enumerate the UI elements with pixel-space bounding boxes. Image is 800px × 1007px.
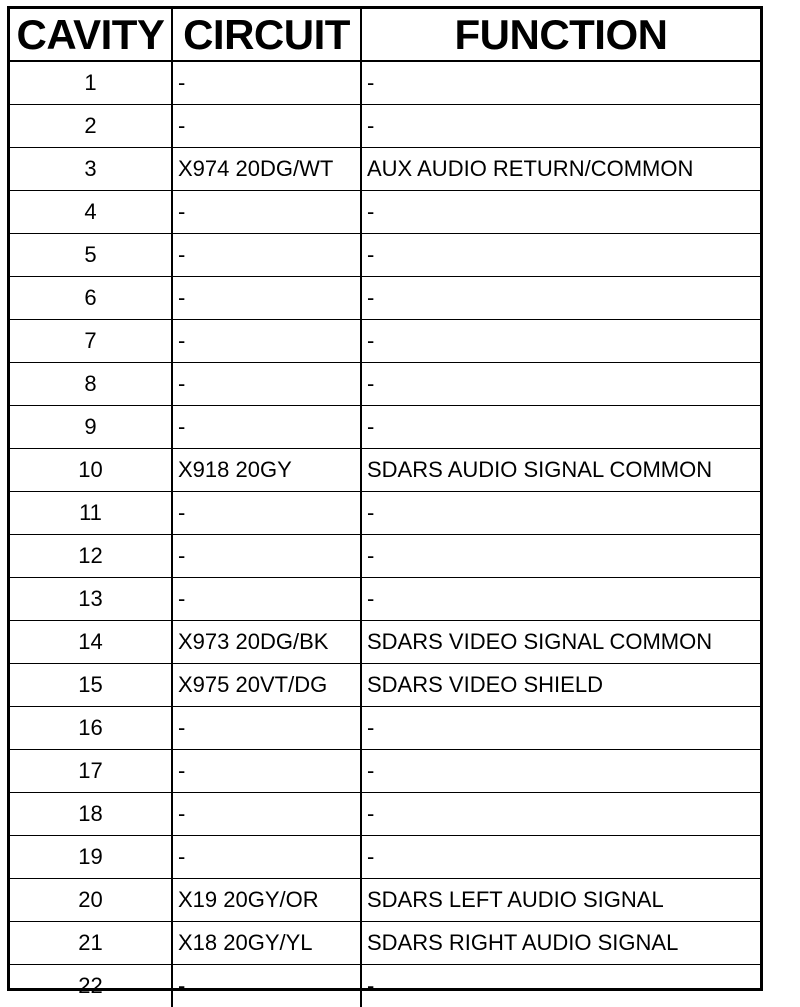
table-row	[10, 406, 760, 449]
cell-function: AUX AUDIO RETURN/COMMON	[361, 148, 760, 191]
cell-function: -	[361, 277, 760, 320]
cell-cavity: 16	[10, 707, 172, 750]
cell-cavity: 11	[10, 492, 172, 535]
cell-function: -	[361, 61, 760, 105]
cell-function: SDARS LEFT AUDIO SIGNAL	[361, 879, 760, 922]
table-row	[10, 234, 760, 277]
cell-cavity: 8	[10, 363, 172, 406]
cell-function: -	[361, 535, 760, 578]
table-row	[10, 707, 760, 750]
cell-circuit: X974 20DG/WT	[172, 148, 361, 191]
cell-circuit: -	[172, 320, 361, 363]
cell-circuit: -	[172, 105, 361, 148]
cell-function: SDARS VIDEO SHIELD	[361, 664, 760, 707]
cell-circuit: -	[172, 793, 361, 836]
table-row	[10, 621, 760, 664]
cell-circuit: -	[172, 277, 361, 320]
cell-cavity: 21	[10, 922, 172, 965]
cell-function: -	[361, 363, 760, 406]
table-row	[10, 449, 760, 492]
table-row	[10, 836, 760, 879]
cell-cavity: 10	[10, 449, 172, 492]
cell-function: -	[361, 406, 760, 449]
cell-cavity: 19	[10, 836, 172, 879]
table-row	[10, 61, 760, 105]
cell-circuit: X975 20VT/DG	[172, 664, 361, 707]
cell-function: -	[361, 750, 760, 793]
cell-circuit: -	[172, 750, 361, 793]
cell-cavity: 2	[10, 105, 172, 148]
cell-circuit: -	[172, 707, 361, 750]
cell-cavity: 17	[10, 750, 172, 793]
cell-circuit: -	[172, 234, 361, 277]
table-row	[10, 965, 760, 1007]
cell-cavity: 4	[10, 191, 172, 234]
table-row	[10, 535, 760, 578]
cell-cavity: 14	[10, 621, 172, 664]
cell-cavity: 13	[10, 578, 172, 621]
table-row	[10, 148, 760, 191]
cell-circuit: X19 20GY/OR	[172, 879, 361, 922]
cell-cavity: 3	[10, 148, 172, 191]
header-cavity: CAVITY	[10, 9, 172, 61]
cell-cavity: 7	[10, 320, 172, 363]
cell-function: -	[361, 234, 760, 277]
cell-cavity: 18	[10, 793, 172, 836]
cell-circuit: -	[172, 965, 361, 1007]
cell-function: -	[361, 191, 760, 234]
connector-pinout-table-frame	[7, 6, 763, 991]
table-row	[10, 492, 760, 535]
cell-circuit: -	[172, 191, 361, 234]
header-row	[10, 9, 760, 61]
cell-function: -	[361, 707, 760, 750]
cell-cavity: 6	[10, 277, 172, 320]
cell-function: -	[361, 492, 760, 535]
header-circuit: CIRCUIT	[172, 9, 361, 61]
table-row	[10, 363, 760, 406]
cell-function: -	[361, 578, 760, 621]
table-row	[10, 191, 760, 234]
table-row	[10, 578, 760, 621]
cell-circuit: -	[172, 363, 361, 406]
cell-circuit: -	[172, 406, 361, 449]
cell-circuit: -	[172, 578, 361, 621]
cell-circuit: -	[172, 535, 361, 578]
cell-cavity: 5	[10, 234, 172, 277]
cell-cavity: 15	[10, 664, 172, 707]
table-row	[10, 750, 760, 793]
table-row	[10, 105, 760, 148]
table-row	[10, 922, 760, 965]
table-row	[10, 320, 760, 363]
connector-pinout-table	[10, 9, 760, 1007]
cell-cavity: 9	[10, 406, 172, 449]
table-body	[10, 61, 760, 1007]
cell-function: SDARS RIGHT AUDIO SIGNAL	[361, 922, 760, 965]
cell-cavity: 22	[10, 965, 172, 1007]
cell-circuit: -	[172, 836, 361, 879]
cell-function: -	[361, 320, 760, 363]
cell-function: -	[361, 793, 760, 836]
table-row	[10, 793, 760, 836]
cell-circuit: X918 20GY	[172, 449, 361, 492]
cell-function: SDARS VIDEO SIGNAL COMMON	[361, 621, 760, 664]
cell-circuit: -	[172, 61, 361, 105]
cell-function: -	[361, 836, 760, 879]
cell-cavity: 20	[10, 879, 172, 922]
cell-cavity: 12	[10, 535, 172, 578]
cell-circuit: X18 20GY/YL	[172, 922, 361, 965]
cell-function: -	[361, 105, 760, 148]
header-function: FUNCTION	[361, 9, 760, 61]
cell-cavity: 1	[10, 61, 172, 105]
table-row	[10, 277, 760, 320]
cell-circuit: -	[172, 492, 361, 535]
table-row	[10, 664, 760, 707]
table-row	[10, 879, 760, 922]
cell-circuit: X973 20DG/BK	[172, 621, 361, 664]
cell-function: -	[361, 965, 760, 1007]
cell-function: SDARS AUDIO SIGNAL COMMON	[361, 449, 760, 492]
